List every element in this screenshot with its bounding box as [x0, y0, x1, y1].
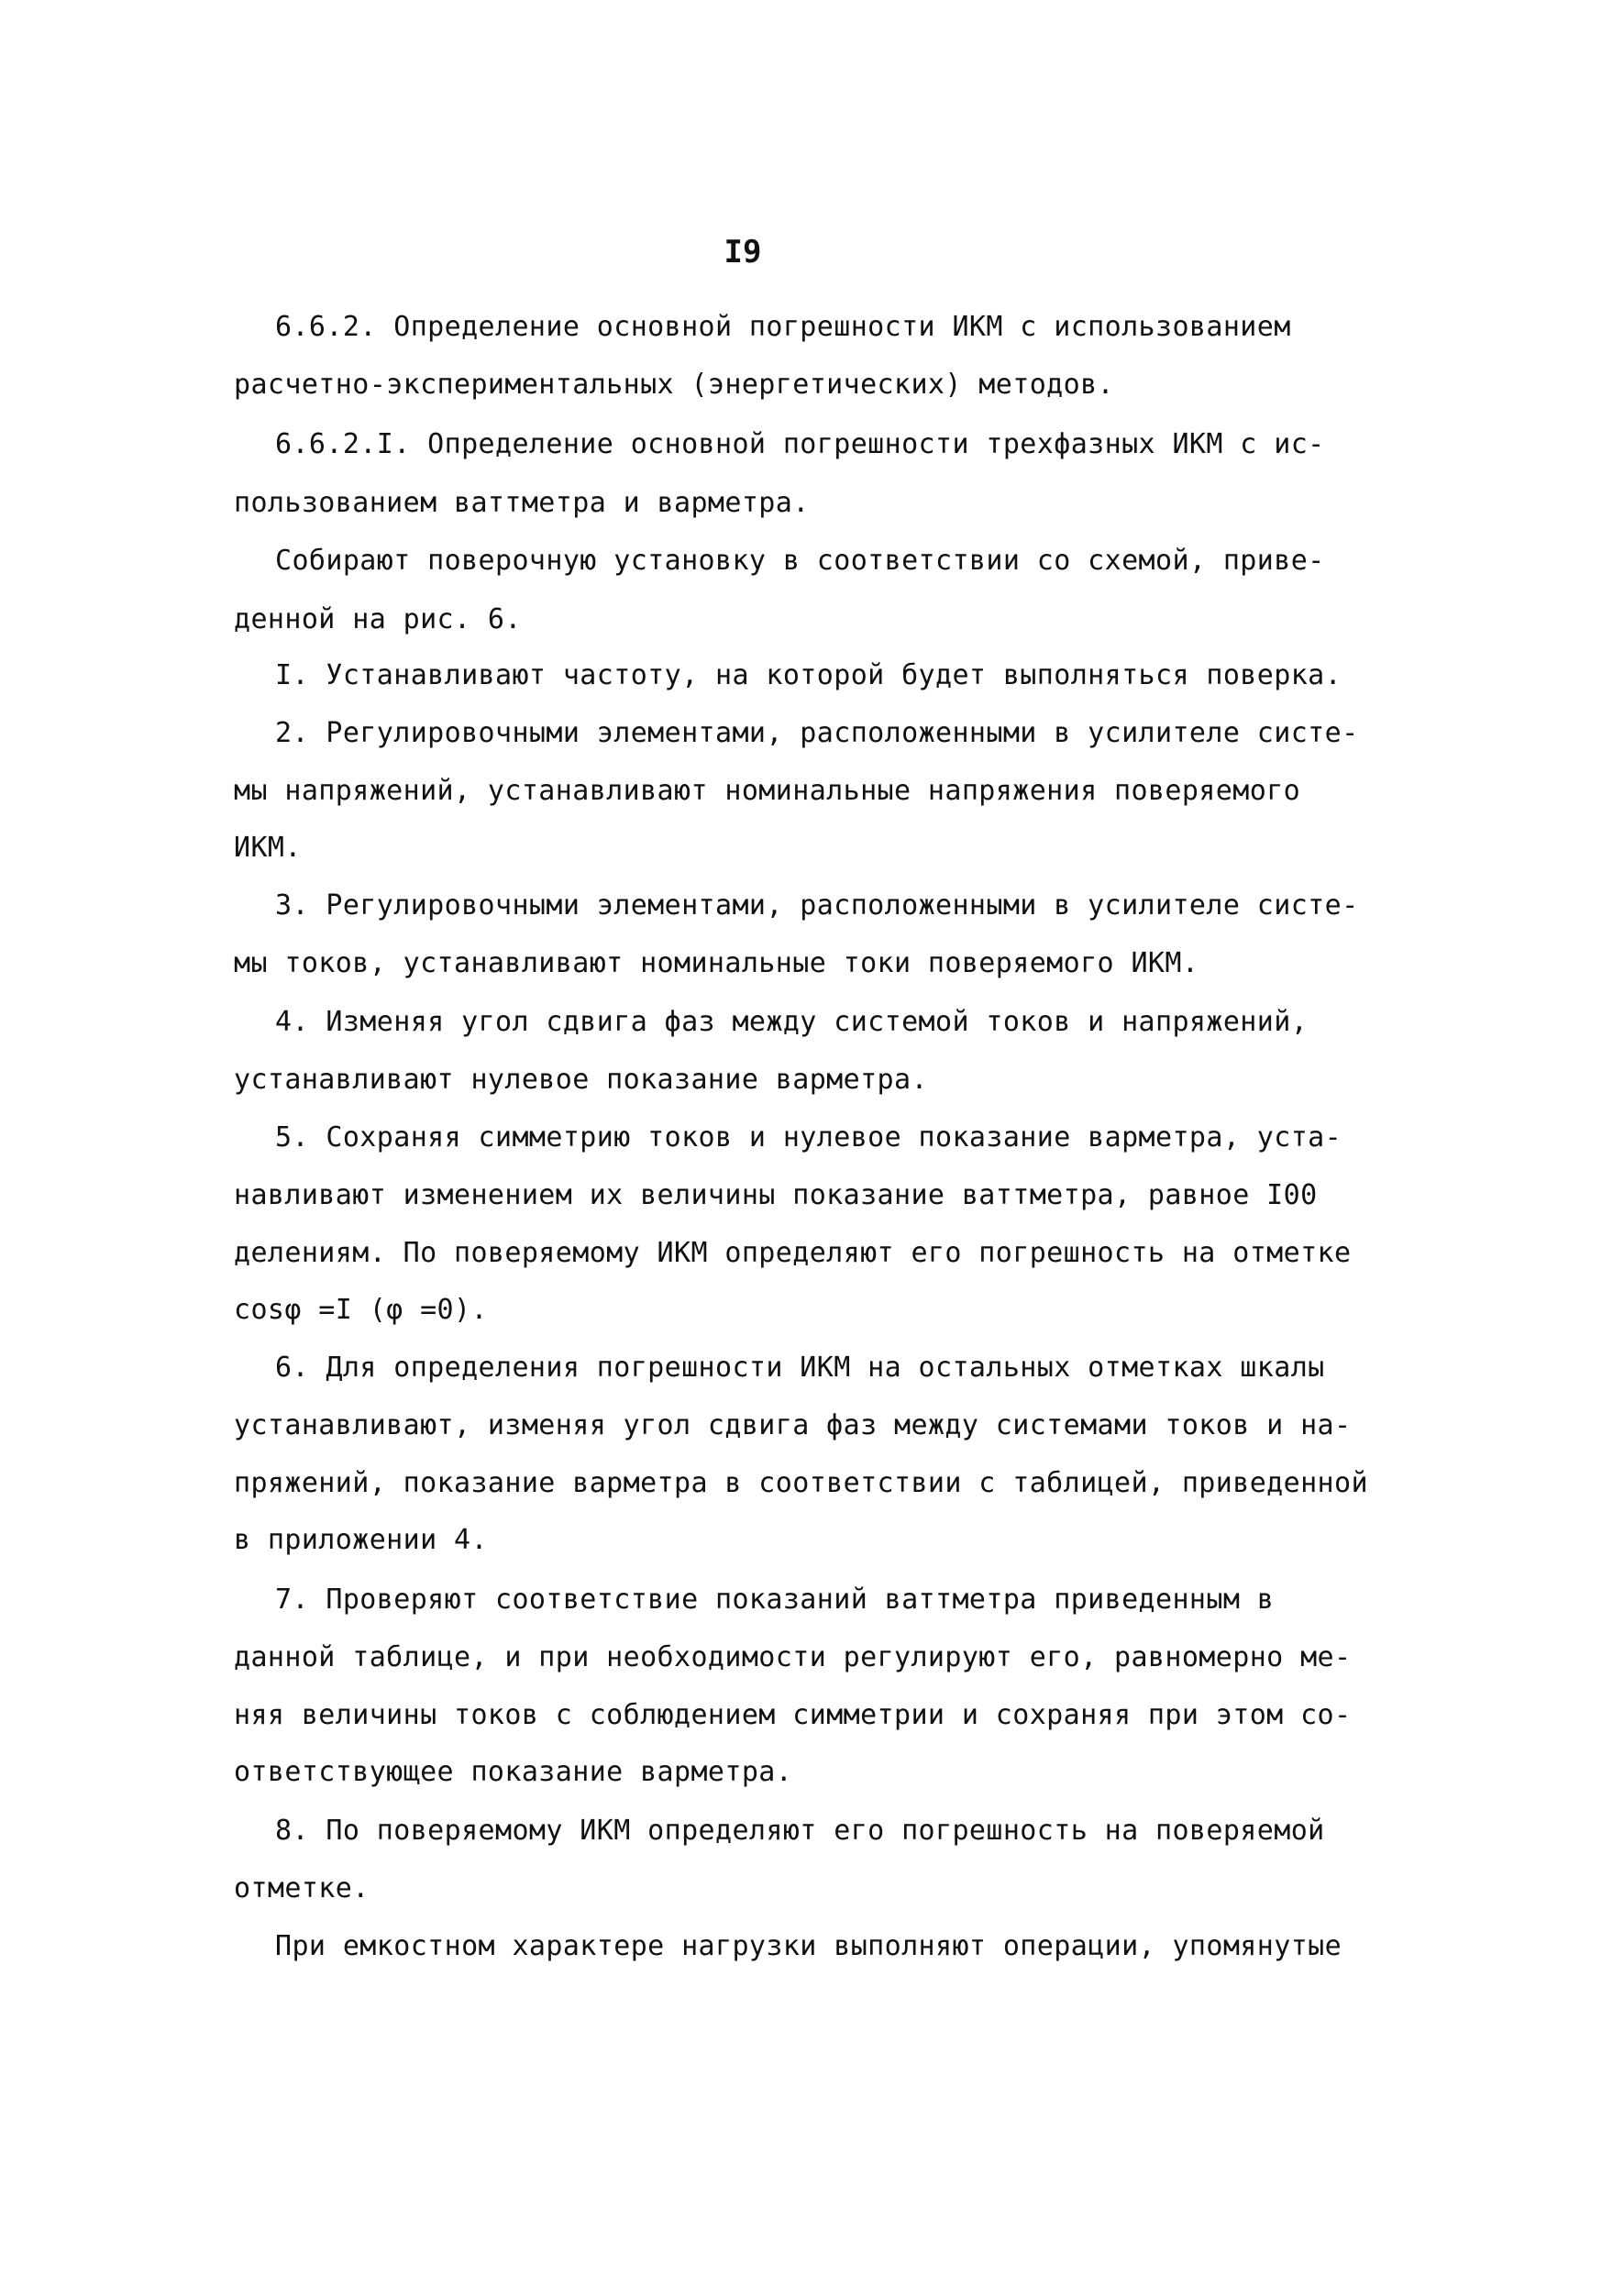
text-line: I. Устанавливают частоту, на которой будет выполняться поверка.: [275, 659, 1342, 691]
text-line: расчетно-экспериментальных (энергетических) методов.: [234, 369, 1114, 401]
page-number: I9: [724, 234, 762, 270]
text-line: устанавливают нулевое показание варметра.: [234, 1064, 928, 1096]
text-line: 6. Для определения погрешности ИКМ на остальных отметках шкалы: [275, 1352, 1325, 1384]
text-line: денной на рис. 6.: [234, 603, 522, 635]
text-line: навливают изменением их величины показание ваттметра, равное I00: [234, 1179, 1318, 1211]
text-line: пользованием ваттметра и варметра.: [234, 487, 810, 519]
text-line: 6.6.2.I. Определение основной погрешности трехфазных ИКМ с ис-: [275, 428, 1325, 460]
text-line: 5. Сохраняя симметрию токов и нулевое показание варметра, уста-: [275, 1121, 1342, 1154]
text-line: мы токов, устанавливают номинальные токи поверяемого ИКМ.: [234, 947, 1199, 979]
text-line: cosφ =I (φ =0).: [234, 1294, 488, 1326]
text-line: 3. Регулировочными элементами, расположенными в усилителе систе-: [275, 889, 1359, 922]
text-line: ответствующее показание варметра.: [234, 1756, 793, 1788]
text-line: 2. Регулировочными элементами, расположенными в усилителе систе-: [275, 717, 1359, 749]
text-line: При емкостном характере нагрузки выполняют операции, упомянутые: [275, 1930, 1342, 1962]
text-line: отметке.: [234, 1872, 370, 1904]
text-line: 6.6.2. Определение основной погрешности ИКМ с использованием: [275, 311, 1291, 343]
text-line: в приложении 4.: [234, 1524, 488, 1556]
text-line: делениям. По поверяемому ИКМ определяют его погрешность на отметке: [234, 1237, 1352, 1269]
text-line: 7. Проверяют соответствие показаний ваттметра приведенным в: [275, 1584, 1275, 1616]
text-line: устанавливают, изменяя угол сдвига фаз между системами токов и на-: [234, 1409, 1352, 1441]
text-line: Собирают поверочную установку в соответствии со схемой, приве-: [275, 545, 1325, 577]
text-line: данной таблице, и при необходимости регулируют его, равномерно ме-: [234, 1641, 1352, 1673]
text-line: няя величины токов с соблюдением симметрии и сохраняя при этом со-: [234, 1699, 1352, 1731]
text-line: пряжений, показание варметра в соответствии с таблицей, приведенной: [234, 1467, 1368, 1499]
text-line: ИКМ.: [234, 832, 302, 864]
text-line: мы напряжений, устанавливают номинальные напряжения поверяемого: [234, 775, 1301, 807]
text-line: 4. Изменяя угол сдвига фаз между системой токов и напряжений,: [275, 1006, 1309, 1038]
text-line: 8. По поверяемому ИКМ определяют его погрешность на поверяемой: [275, 1815, 1325, 1847]
